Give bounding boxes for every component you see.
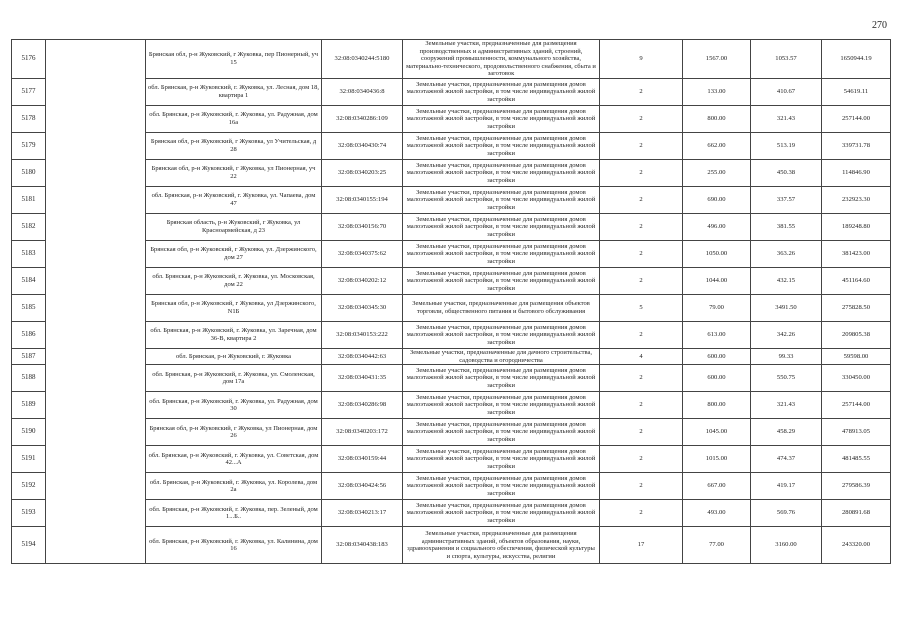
address-cell: Брянская обл, р-н Жуковский, г Жуковка, ул Дзержинского, N1Б (146, 294, 322, 321)
address-cell: обл. Брянская, р-н Жуковский, г. Жуковка, ул. Смоленская, дом 17а (146, 365, 322, 392)
address-cell: обл. Брянская, р-н Жуковский, г. Жуковка, ул. Чапаева, дом 47 (146, 186, 322, 213)
row-number-cell: 5181 (12, 186, 46, 213)
area-cell: 133.00 (683, 78, 751, 105)
land-use-cell: Земельные участки, предназначенные для размещения домов малоэтажной жилой застройки, в том числе индивидуальной жилой застройки (403, 365, 600, 392)
use-group-cell: 4 (600, 348, 683, 364)
cadastral-value-cell: 280891.68 (822, 500, 891, 527)
cadastral-value-cell: 257144.00 (822, 392, 891, 419)
area-cell: 600.00 (683, 348, 751, 364)
table-row (12, 105, 891, 132)
use-group-cell: 2 (600, 419, 683, 446)
cadastral-value-cell: 381423.00 (822, 240, 891, 267)
specific-value-cell: 337.57 (751, 186, 822, 213)
use-group-cell: 2 (600, 132, 683, 159)
blank-cell (46, 132, 146, 159)
cadastral-number-cell: 32:08:0340244:5180 (322, 40, 403, 79)
land-use-cell: Земельные участки, предназначенные для размещения административных зданий, объектов образования, науки, здравоохранения и социального обеспечения, физической культуры и спорта, культуры, искусства, религии (403, 527, 600, 564)
table-row (12, 500, 891, 527)
use-group-cell: 2 (600, 78, 683, 105)
address-cell: обл. Брянская, р-н Жуковский, г. Жуковка, ул. Лесная, дом 18, квартира 1 (146, 78, 322, 105)
blank-cell (46, 527, 146, 564)
table-row (12, 348, 891, 364)
area-cell: 1044.00 (683, 267, 751, 294)
cadastral-value-cell: 481485.55 (822, 446, 891, 473)
cadastral-value-cell: 232923.30 (822, 186, 891, 213)
table-row (12, 240, 891, 267)
blank-cell (46, 446, 146, 473)
blank-cell (46, 240, 146, 267)
use-group-cell: 2 (600, 159, 683, 186)
address-cell: обл. Брянская, р-н Жуковский, г. Жуковка (146, 348, 322, 364)
cadastral-value-cell: 209805.38 (822, 321, 891, 348)
use-group-cell: 2 (600, 186, 683, 213)
land-use-cell: Земельные участки, предназначенные для размещения домов малоэтажной жилой застройки, в том числе индивидуальной жилой застройки (403, 240, 600, 267)
address-cell: обл. Брянская, р-н Жуковский, г. Жуковка, ул. Королева, дом 2а (146, 473, 322, 500)
specific-value-cell: 474.37 (751, 446, 822, 473)
area-cell: 667.00 (683, 473, 751, 500)
cadastral-value-cell: 59598.00 (822, 348, 891, 364)
specific-value-cell: 363.26 (751, 240, 822, 267)
use-group-cell: 2 (600, 321, 683, 348)
specific-value-cell: 450.38 (751, 159, 822, 186)
land-use-cell: Земельные участки, предназначенные для размещения домов малоэтажной жилой застройки, в том числе индивидуальной жилой застройки (403, 159, 600, 186)
cadastral-number-cell: 32:08:0340442:63 (322, 348, 403, 364)
land-use-cell: Земельные участки, предназначенные для дачного строительства, садоводства и огородничества (403, 348, 600, 364)
row-number-cell: 5184 (12, 267, 46, 294)
land-use-cell: Земельные участки, предназначенные для размещения домов малоэтажной жилой застройки, в том числе индивидуальной жилой застройки (403, 132, 600, 159)
cadastral-number-cell: 32:08:0340155:194 (322, 186, 403, 213)
cadastral-number-cell: 32:08:0340156:70 (322, 213, 403, 240)
cadastral-value-cell: 1650944.19 (822, 40, 891, 79)
row-number-cell: 5191 (12, 446, 46, 473)
cadastral-number-cell: 32:08:0340345:30 (322, 294, 403, 321)
cadastral-number-cell: 32:08:0340430:74 (322, 132, 403, 159)
area-cell: 662.00 (683, 132, 751, 159)
specific-value-cell: 1053.57 (751, 40, 822, 79)
address-cell: Брянская область, р-н Жуковский, г Жуковка, ул Красноармейская, д 23 (146, 213, 322, 240)
table-row (12, 213, 891, 240)
specific-value-cell: 550.75 (751, 365, 822, 392)
area-cell: 800.00 (683, 392, 751, 419)
cadastral-number-cell: 32:08:0340286:109 (322, 105, 403, 132)
blank-cell (46, 321, 146, 348)
address-cell: обл. Брянская, р-н Жуковский, г. Жуковка, ул. Радужная, дом 16а (146, 105, 322, 132)
blank-cell (46, 40, 146, 79)
area-cell: 493.00 (683, 500, 751, 527)
cadastral-value-cell: 54619.11 (822, 78, 891, 105)
cadastral-number-cell: 32:08:0340375:62 (322, 240, 403, 267)
use-group-cell: 2 (600, 365, 683, 392)
address-cell: Брянская обл, р-н Жуковский, г Жуковка, ул Пионерная, дом 26 (146, 419, 322, 446)
row-number-cell: 5180 (12, 159, 46, 186)
cadastral-number-cell: 32:08:0340202:12 (322, 267, 403, 294)
land-use-cell: Земельные участки, предназначенные для размещения домов малоэтажной жилой застройки, в том числе индивидуальной жилой застройки (403, 419, 600, 446)
cadastral-number-cell: 32:08:0340153:222 (322, 321, 403, 348)
area-cell: 1050.00 (683, 240, 751, 267)
table-row (12, 419, 891, 446)
cadastral-number-cell: 32:08:0340213:17 (322, 500, 403, 527)
table-row (12, 365, 891, 392)
cadastral-number-cell: 32:08:0340436:8 (322, 78, 403, 105)
land-use-cell: Земельные участки, предназначенные для размещения домов малоэтажной жилой застройки, в том числе индивидуальной жилой застройки (403, 267, 600, 294)
row-number-cell: 5186 (12, 321, 46, 348)
blank-cell (46, 267, 146, 294)
cadastral-value-cell: 330450.00 (822, 365, 891, 392)
use-group-cell: 2 (600, 267, 683, 294)
land-use-cell: Земельные участки, предназначенные для размещения домов малоэтажной жилой застройки, в том числе индивидуальной жилой застройки (403, 186, 600, 213)
use-group-cell: 2 (600, 500, 683, 527)
specific-value-cell: 432.15 (751, 267, 822, 294)
table-row (12, 321, 891, 348)
row-number-cell: 5178 (12, 105, 46, 132)
cadastral-value-cell: 114846.90 (822, 159, 891, 186)
address-cell: обл. Брянская, р-н Жуковский, г. Жуковка, ул. Радужная, дом 30 (146, 392, 322, 419)
cadastral-value-cell: 275828.50 (822, 294, 891, 321)
cadastral-value-cell: 451164.60 (822, 267, 891, 294)
address-cell: Брянская обл, р-н Жуковский, г Жуковка, пер Пионерный, уч 15 (146, 40, 322, 79)
row-number-cell: 5183 (12, 240, 46, 267)
area-cell: 1015.00 (683, 446, 751, 473)
address-cell: Брянская обл, р-н Жуковский, г Жуковка, ул. Дзержинского, дом 27 (146, 240, 322, 267)
use-group-cell: 2 (600, 473, 683, 500)
specific-value-cell: 410.67 (751, 78, 822, 105)
specific-value-cell: 342.26 (751, 321, 822, 348)
land-use-cell: Земельные участки, предназначенные для размещения производственных и административных зданий, строений, сооружений промышленности, коммунального хозяйства, материально-технического, продовольственного снабжения, сбыта и заготовок (403, 40, 600, 79)
cadastral-value-cell: 478913.05 (822, 419, 891, 446)
cadastral-value-cell: 257144.00 (822, 105, 891, 132)
specific-value-cell: 381.55 (751, 213, 822, 240)
cadastral-number-cell: 32:08:0340203:25 (322, 159, 403, 186)
specific-value-cell: 513.19 (751, 132, 822, 159)
area-cell: 79.00 (683, 294, 751, 321)
blank-cell (46, 105, 146, 132)
table-row (12, 446, 891, 473)
cadastral-number-cell: 32:08:0340159:44 (322, 446, 403, 473)
use-group-cell: 2 (600, 392, 683, 419)
use-group-cell: 17 (600, 527, 683, 564)
registry-body (12, 40, 891, 564)
specific-value-cell: 419.17 (751, 473, 822, 500)
address-cell: Брянская обл, р-н Жуковский, г Жуковка, ул Пионерная, уч 22 (146, 159, 322, 186)
blank-cell (46, 159, 146, 186)
row-number-cell: 5176 (12, 40, 46, 79)
land-use-cell: Земельные участки, предназначенные для размещения домов малоэтажной жилой застройки, в том числе индивидуальной жилой застройки (403, 78, 600, 105)
specific-value-cell: 321.43 (751, 105, 822, 132)
row-number-cell: 5179 (12, 132, 46, 159)
land-use-cell: Земельные участки, предназначенные для размещения домов малоэтажной жилой застройки, в том числе индивидуальной жилой застройки (403, 105, 600, 132)
blank-cell (46, 213, 146, 240)
blank-cell (46, 365, 146, 392)
blank-cell (46, 294, 146, 321)
table-row (12, 267, 891, 294)
specific-value-cell: 99.33 (751, 348, 822, 364)
area-cell: 613.00 (683, 321, 751, 348)
area-cell: 255.00 (683, 159, 751, 186)
row-number-cell: 5192 (12, 473, 46, 500)
table-row (12, 78, 891, 105)
area-cell: 496.00 (683, 213, 751, 240)
address-cell: обл. Брянская, р-н Жуковский, г. Жуковка, пер. Зеленый, дом 1...Б.. (146, 500, 322, 527)
table-row (12, 132, 891, 159)
area-cell: 690.00 (683, 186, 751, 213)
cadastral-value-cell: 339731.78 (822, 132, 891, 159)
cadastral-value-cell: 189248.80 (822, 213, 891, 240)
use-group-cell: 2 (600, 105, 683, 132)
land-use-cell: Земельные участки, предназначенные для размещения домов малоэтажной жилой застройки, в том числе индивидуальной жилой застройки (403, 446, 600, 473)
cadastral-value-cell: 243320.00 (822, 527, 891, 564)
table-row (12, 473, 891, 500)
blank-cell (46, 419, 146, 446)
address-cell: обл. Брянская, р-н Жуковский, г. Жуковка, ул. Советская, дом 42...А (146, 446, 322, 473)
row-number-cell: 5188 (12, 365, 46, 392)
cadastral-number-cell: 32:08:0340424:56 (322, 473, 403, 500)
specific-value-cell: 3160.00 (751, 527, 822, 564)
land-use-cell: Земельные участки, предназначенные для размещения домов малоэтажной жилой застройки, в том числе индивидуальной жилой застройки (403, 392, 600, 419)
use-group-cell: 2 (600, 240, 683, 267)
cadastral-number-cell: 32:08:0340286:98 (322, 392, 403, 419)
blank-cell (46, 186, 146, 213)
blank-cell (46, 500, 146, 527)
land-use-cell: Земельные участки, предназначенные для размещения объектов торговли, общественного питания и бытового обслуживания (403, 294, 600, 321)
specific-value-cell: 321.43 (751, 392, 822, 419)
row-number-cell: 5190 (12, 419, 46, 446)
area-cell: 600.00 (683, 365, 751, 392)
row-number-cell: 5177 (12, 78, 46, 105)
blank-cell (46, 78, 146, 105)
use-group-cell: 2 (600, 446, 683, 473)
address-cell: обл. Брянская, р-н Жуковский, г. Жуковка, ул. Заречная, дом 36-В, квартира 2 (146, 321, 322, 348)
address-cell: обл. Брянская, р-н Жуковский, г. Жуковка, ул. Московская, дом 22 (146, 267, 322, 294)
area-cell: 1567.00 (683, 40, 751, 79)
area-cell: 77.00 (683, 527, 751, 564)
row-number-cell: 5182 (12, 213, 46, 240)
row-number-cell: 5193 (12, 500, 46, 527)
row-number-cell: 5194 (12, 527, 46, 564)
table-row (12, 527, 891, 564)
address-cell: обл. Брянская, р-н Жуковский, г. Жуковка, ул. Калинина, дом 16 (146, 527, 322, 564)
land-use-cell: Земельные участки, предназначенные для размещения домов малоэтажной жилой застройки, в том числе индивидуальной жилой застройки (403, 321, 600, 348)
row-number-cell: 5185 (12, 294, 46, 321)
specific-value-cell: 569.76 (751, 500, 822, 527)
cadastral-number-cell: 32:08:0340438:183 (322, 527, 403, 564)
specific-value-cell: 458.29 (751, 419, 822, 446)
table-row (12, 186, 891, 213)
use-group-cell: 9 (600, 40, 683, 79)
row-number-cell: 5187 (12, 348, 46, 364)
table-row (12, 392, 891, 419)
blank-cell (46, 348, 146, 364)
use-group-cell: 2 (600, 213, 683, 240)
use-group-cell: 5 (600, 294, 683, 321)
land-use-cell: Земельные участки, предназначенные для размещения домов малоэтажной жилой застройки, в том числе индивидуальной жилой застройки (403, 213, 600, 240)
land-use-cell: Земельные участки, предназначенные для размещения домов малоэтажной жилой застройки, в том числе индивидуальной жилой застройки (403, 473, 600, 500)
row-number-cell: 5189 (12, 392, 46, 419)
table-row (12, 40, 891, 79)
land-registry-table (11, 39, 891, 564)
table-row (12, 294, 891, 321)
cadastral-value-cell: 279586.39 (822, 473, 891, 500)
land-use-cell: Земельные участки, предназначенные для размещения домов малоэтажной жилой застройки, в том числе индивидуальной жилой застройки (403, 500, 600, 527)
area-cell: 800.00 (683, 105, 751, 132)
blank-cell (46, 473, 146, 500)
blank-cell (46, 392, 146, 419)
page-number: 270 (872, 20, 887, 31)
cadastral-number-cell: 32:08:0340431:35 (322, 365, 403, 392)
area-cell: 1045.00 (683, 419, 751, 446)
cadastral-number-cell: 32:08:0340203:172 (322, 419, 403, 446)
table-row (12, 159, 891, 186)
address-cell: Брянская обл, р-н Жуковский, г Жуковка, ул Учительская, д 28 (146, 132, 322, 159)
specific-value-cell: 3491.50 (751, 294, 822, 321)
